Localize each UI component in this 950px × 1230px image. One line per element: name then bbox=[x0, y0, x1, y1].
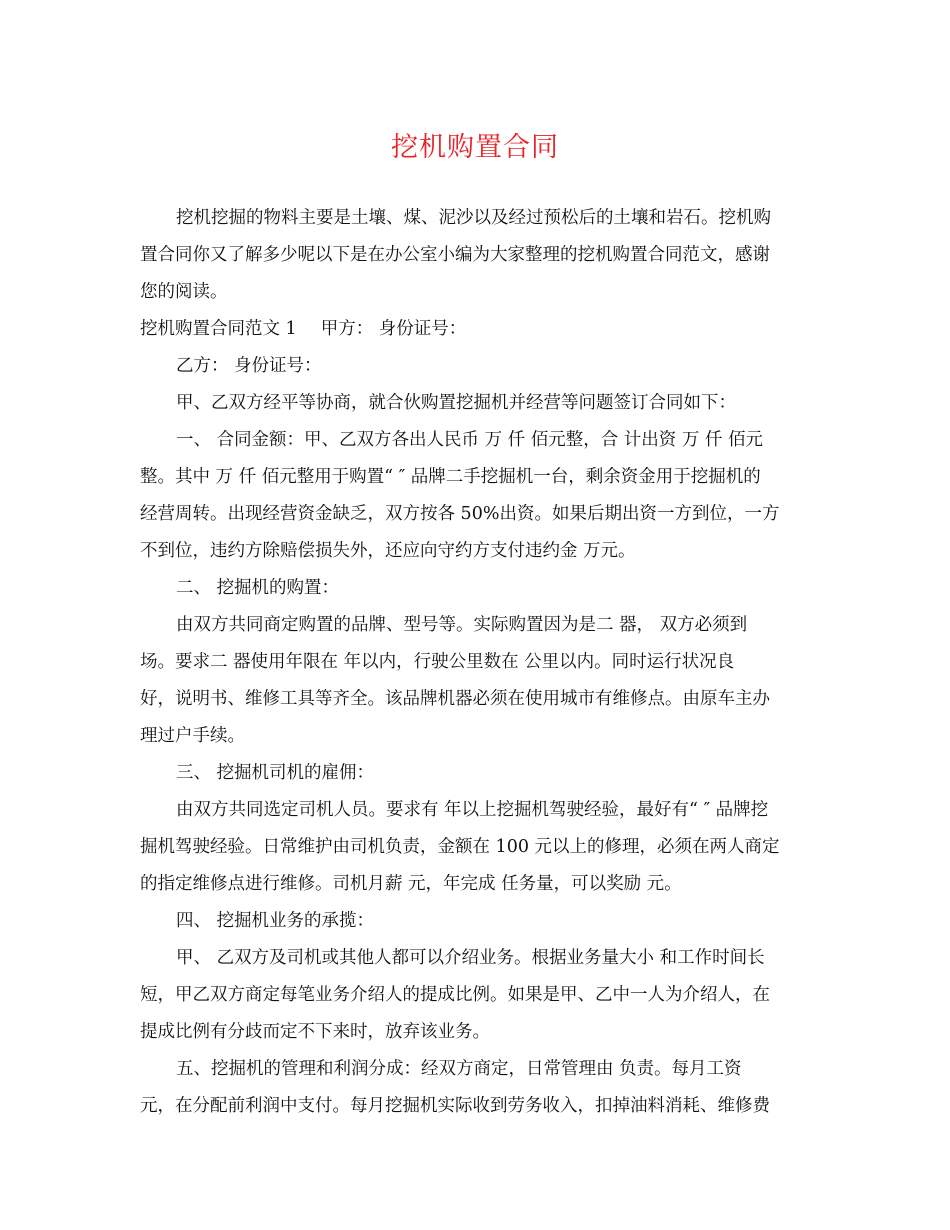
intro-line-2: 置合同你又了解多少呢以下是在办公室小编为大家整理的挖机购置合同范文，感谢 bbox=[140, 245, 770, 265]
clause-2 bbox=[140, 607, 815, 755]
clause-4-line-2: 短，甲乙双方商定每笔业务介绍人的提成比例。如果是甲、乙中一人为介绍人，在 bbox=[140, 985, 770, 1005]
intro-line-1: 挖机挖掘的物料主要是土壤、煤、泥沙以及经过预松后的土壤和岩石。挖机购 bbox=[176, 208, 771, 228]
clause-1-line-4: 不到位，违约方除赔偿损失外，还应向守约方支付违约金 万元。 bbox=[140, 541, 636, 561]
preamble-line: 甲、乙双方经平等协商，就合伙购置挖掘机并经营等问题签订合同如下： bbox=[176, 393, 736, 413]
clause-2-line-4: 理过户手续。 bbox=[140, 726, 245, 746]
clause-5-line-1: 五、挖掘机的管理和利润分成：经双方商定，日常管理由 负责。每月工资 bbox=[176, 1059, 742, 1079]
clause-2-line-2: 场。要求二 器使用年限在 年以内，行驶公里数在 公里以内。同时运行状况良 bbox=[140, 652, 735, 672]
clause-2-line-1: 由双方共同商定购置的品牌、型号等。实际购置因为是二 器， 双方必须到 bbox=[176, 615, 748, 635]
preamble-paragraph bbox=[140, 385, 815, 422]
sample-heading-line bbox=[140, 311, 815, 348]
clause-3-heading: 三、 挖掘机司机的雇佣： bbox=[176, 763, 375, 783]
party-b-line: 乙方： 身份证号： bbox=[176, 356, 322, 376]
clause-4-heading-paragraph bbox=[140, 903, 815, 940]
intro-paragraph bbox=[140, 200, 815, 311]
clause-2-heading-paragraph bbox=[140, 570, 815, 607]
clause-3-line-3: 的指定维修点进行维修。司机月薪 元，年完成 任务量，可以奖励 元。 bbox=[140, 874, 682, 894]
document-body bbox=[140, 200, 815, 1125]
clause-1 bbox=[140, 422, 815, 570]
sample-heading: 挖机购置合同范文 1 bbox=[140, 319, 297, 339]
party-a-line: 甲方： 身份证号： bbox=[320, 319, 467, 339]
document-title: 挖机购置合同 bbox=[391, 132, 559, 163]
clause-4-line-1: 甲、 乙双方及司机或其他人都可以介绍业务。根据业务量大小 和工作时间长 bbox=[176, 948, 765, 968]
clause-5 bbox=[140, 1051, 815, 1125]
clause-5-line-2: 元，在分配前利润中支付。每月挖掘机实际收到劳务收入，扣掉油料消耗、维修费 bbox=[140, 1096, 770, 1116]
clause-1-line-1: 一、 合同金额：甲、乙双方各出人民币 万 仟 佰元整，合 计出资 万 仟 佰元 bbox=[176, 430, 763, 450]
clause-3-line-1: 由双方共同选定司机人员。要求有 年以上挖掘机驾驶经验，最好有“ ″ 品牌挖 bbox=[176, 800, 769, 820]
clause-4-line-3: 提成比例有分歧而定不下来时，放弃该业务。 bbox=[140, 1022, 490, 1042]
clause-2-line-3: 好，说明书、维修工具等齐全。该品牌机器必须在使用城市有维修点。由原车主办 bbox=[140, 689, 770, 709]
clause-3 bbox=[140, 792, 815, 903]
clause-4-heading: 四、 挖掘机业务的承揽： bbox=[176, 911, 375, 931]
party-b-paragraph bbox=[140, 348, 815, 385]
clause-1-line-2: 整。其中 万 仟 佰元整用于购置“ ″ 品牌二手挖掘机一台，剩余资金用于挖掘机的 bbox=[140, 467, 761, 487]
clause-4 bbox=[140, 940, 815, 1051]
clause-3-line-2: 掘机驾驶经验。日常维护由司机负责，金额在 100 元以上的修理，必须在两人商定 bbox=[140, 837, 780, 857]
intro-line-3: 您的阅读。 bbox=[140, 282, 228, 302]
clause-1-line-3: 经营周转。出现经营资金缺乏，双方按各 50%出资。如果后期出资一方到位，一方 bbox=[140, 504, 780, 524]
clause-3-heading-paragraph bbox=[140, 755, 815, 792]
clause-2-heading: 二、 挖掘机的购置： bbox=[176, 578, 340, 598]
